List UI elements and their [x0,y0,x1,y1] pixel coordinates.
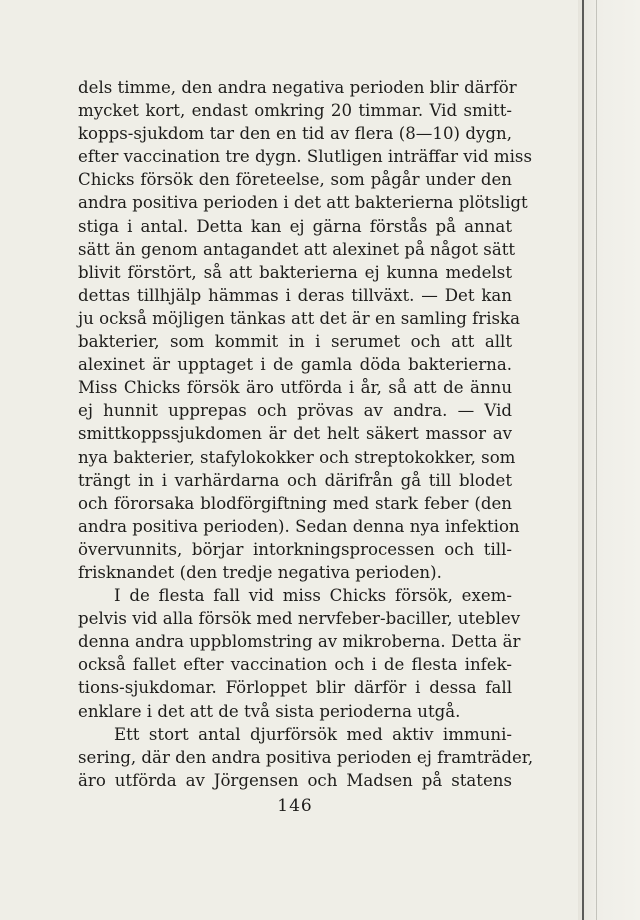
text-line: alexinet är upptaget i de gamla döda bakterierna. [78,355,512,375]
text-line: sering, där den andra positiva perioden ej framträder, [78,747,534,767]
text-line: ej hunnit upprepas och prövas av andra. — Vid [78,401,512,421]
text-line: mycket kort, endast omkring 20 timmar. Vid smitt- [78,101,512,121]
text-line: trängt in i varhärdarna och därifrån gå till blodet [78,470,512,490]
text-line: blivit förstört, så att bakterierna ej kunna medelst [78,262,512,282]
page-edge-shadow [578,0,640,920]
text-line: bakterier, som kommit in i serumet och att allt [78,332,512,352]
text-line: Miss Chicks försök äro utförda i år, så att de ännu [78,378,512,398]
body-text [78,76,534,792]
text-line: Chicks försök den företeelse, som pågår under den [78,170,512,190]
text-line: andra positiva perioden i det att bakterierna plötsligt [78,193,528,213]
paragraph-end-line: enklare i det att de två sista perioderna utgå. [78,701,461,721]
text-line: och förorsaka blodförgiftning med stark feber (den [78,493,512,513]
paragraph-start-line: I de flesta fall vid miss Chicks försök, exem- [114,586,512,606]
text-line: denna andra uppblomstring av mikroberna. Detta är [78,632,521,652]
text-line: smittkoppssjukdomen är det helt säkert massor av [78,424,512,444]
text-line: äro utförda av Jörgensen och Madsen på statens [78,770,512,790]
text-line: andra positiva perioden). Sedan denna nya infektion [78,516,520,536]
text-line: nya bakterier, stafylokokker och streptokokker, som [78,447,516,467]
text-line: övervunnits, börjar intorkningsprocessen och till- [78,539,512,559]
text-line: tions-sjukdomar. Förloppet blir därför i dessa fall [78,678,512,698]
text-line: kopps-sjukdom tar den en tid av flera (8—10) dygn, [78,124,512,144]
text-line: efter vaccination tre dygn. Slutligen inträffar vid miss [78,147,532,167]
paragraph-end-line: frisknandet (den tredje negativa perioden). [78,562,442,582]
binding-edge-line [582,0,584,920]
text-line: sätt än genom antagandet att alexinet på något sätt [78,239,516,259]
binding-edge-line-secondary [596,0,597,920]
paragraph-start-line: Ett stort antal djurförsök med aktiv immuni- [114,724,512,744]
text-line: ju också möjligen tänkas att det är en samling friska [78,308,520,328]
text-line: stiga i antal. Detta kan ej gärna förstås på annat [78,216,512,236]
page-number: 146 [277,796,313,816]
text-line: pelvis vid alla försök med nervfeber-baciller, uteblev [78,609,521,629]
text-line: också fallet efter vaccination och i de flesta infek- [78,655,512,675]
text-line: dettas tillhjälp hämmas i deras tillväxt. — Det kan [78,285,512,305]
text-line: dels timme, den andra negativa perioden blir därför [78,78,517,97]
